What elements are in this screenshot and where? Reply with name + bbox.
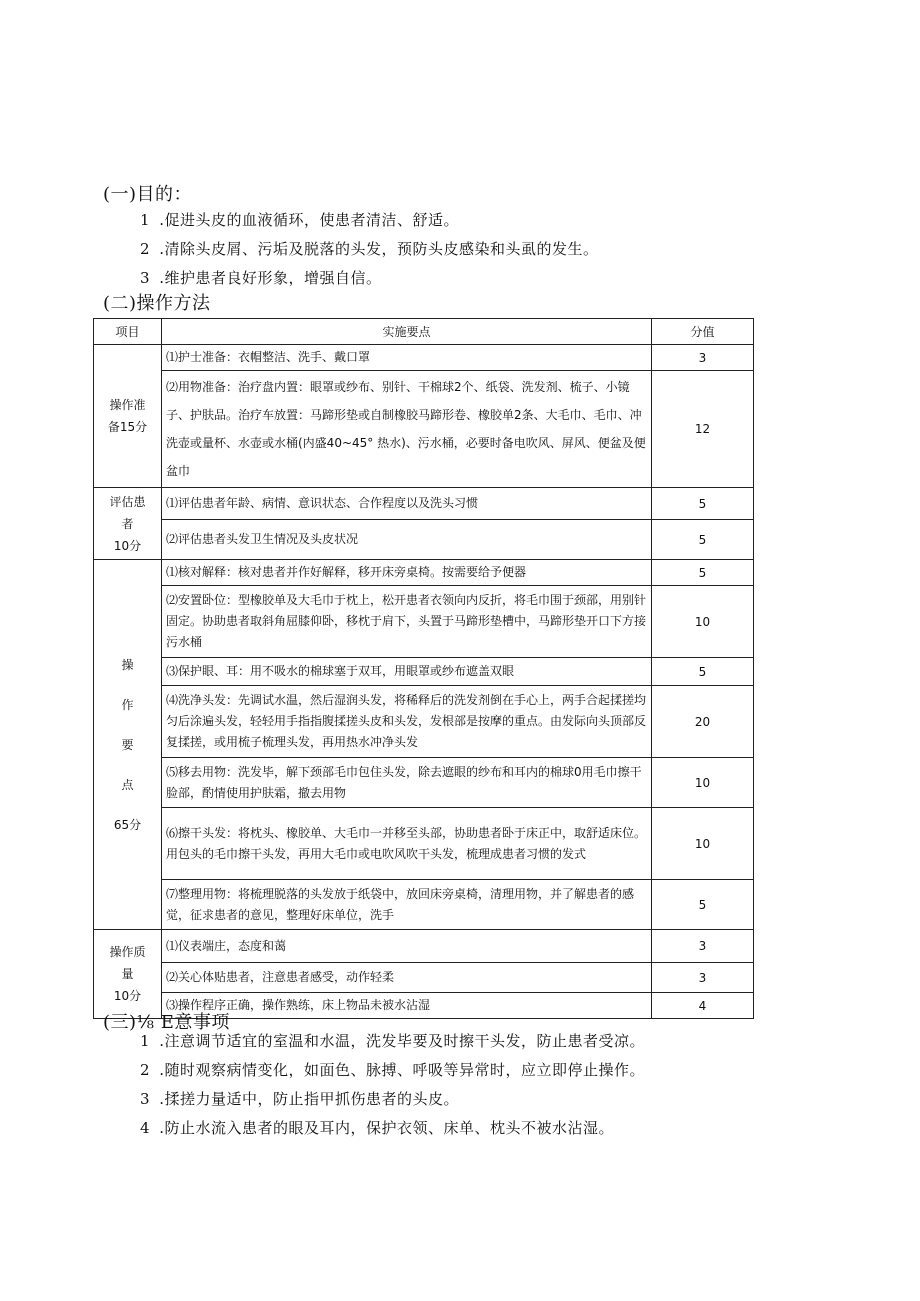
row-score: 3: [652, 345, 754, 371]
table-row: [94, 488, 754, 520]
row-score: 3: [652, 930, 754, 963]
row-score: 10: [652, 808, 754, 880]
row-text: ⑶操作程序正确，操作熟练，床上物品未被水沾湿: [162, 993, 652, 1019]
table-row: [94, 808, 754, 880]
list-item: 2 .清除头皮屑、污垢及脱落的头发，预防头皮感染和头虱的发生。: [140, 240, 599, 258]
table-row: [94, 586, 754, 658]
list-item: 3 .揉搓力量适中，防止指甲抓伤患者的头皮。: [140, 1090, 460, 1108]
scoring-table: [93, 318, 754, 1019]
row-text: ⑴护士准备：衣帽整洁、洗手、戴口罩: [162, 345, 652, 371]
list-item: 4 .防止水流入患者的眼及耳内，保护衣领、床单、枕头不被水沾湿。: [140, 1119, 615, 1137]
row-score: 5: [652, 560, 754, 586]
header-points: 实施要点: [162, 319, 652, 345]
table-row: [94, 686, 754, 758]
table-header-row: [94, 319, 754, 345]
method-heading: (二)操作方法: [103, 293, 211, 314]
row-text: ⑸移去用物：洗发毕，解下颈部毛巾包住头发，除去遮眼的纱布和耳内的棉球0用毛巾擦干脸部，酌情使用护肤霜，撤去用物: [162, 758, 652, 808]
table-row: [94, 371, 754, 488]
table-row: [94, 930, 754, 963]
group-label: 操作质 量 10分: [94, 930, 162, 1019]
list-item: 1 .促进头皮的血液循环，使患者清洁、舒适。: [140, 211, 460, 229]
row-text: ⑵安置卧位：型橡胶单及大毛巾于枕上，松开患者衣领向内反折，将毛巾围于颈部，用别针固定。协助患者取斜角屈膝仰卧，移枕于肩下，头置于马蹄形垫槽中，马蹄形垫开口下方接污水桶: [162, 586, 652, 658]
row-text: ⑷洗净头发：先调试水温，然后湿润头发，将稀释后的洗发剂倒在手心上，两手合起揉搓均匀后涂遍头发，轻轻用手指指腹揉搓头皮和头发，发根部是按摩的重点。由发际向头顶部反复揉搓，或用梳子梳理头发，再用热水冲净头发: [162, 686, 652, 758]
row-score: 3: [652, 963, 754, 993]
row-text: ⑺整理用物：将梳理脱落的头发放于纸袋中，放回床旁桌椅，清理用物，并了解患者的感觉，征求患者的意见，整理好床单位，洗手: [162, 880, 652, 930]
group-label: 评估患 者 10分: [94, 488, 162, 560]
table-row: [94, 345, 754, 371]
group-label: 操 作 要 点 65分: [94, 560, 162, 930]
notes-heading: (三)⅛ E意事项: [103, 1012, 230, 1033]
table-row: [94, 520, 754, 560]
list-item: 3 .维护患者良好形象，增强自信。: [140, 269, 382, 287]
row-score: 10: [652, 586, 754, 658]
row-score: 12: [652, 371, 754, 488]
table-row: [94, 658, 754, 686]
header-score: 分值: [652, 319, 754, 345]
row-text: ⑴评估患者年龄、病情、意识状态、合作程度以及洗头习惯: [162, 488, 652, 520]
purpose-list: [140, 206, 599, 293]
row-text: ⑵用物准备：治疗盘内置：眼罩或纱布、别针、干棉球2个、纸袋、洗发剂、梳子、小镜子、护肤品。治疗车放置：马蹄形垫或自制橡胶马蹄形卷、橡胶单2条、大毛巾、毛巾、冲洗壶或量杯、水壶或水桶(内盛40~45° 热水)、污水桶，必要时备电吹风、屏风、便盆及便盆巾: [162, 371, 652, 488]
group-label: 操作准 备15分: [94, 345, 162, 488]
list-item: 1 .注意调节适宜的室温和水温，洗发毕要及时擦干头发，防止患者受凉。: [140, 1032, 646, 1050]
row-text: ⑵评估患者头发卫生情况及头皮状况: [162, 520, 652, 560]
table-row: [94, 758, 754, 808]
row-text: ⑹擦干头发：将枕头、橡胶单、大毛巾一并移至头部，协助患者卧于床正中，取舒适床位。用包头的毛巾擦干头发，再用大毛巾或电吹风吹干头发，梳理成患者习惯的发式: [162, 808, 652, 880]
row-text: ⑴仪表端庄，态度和蔼: [162, 930, 652, 963]
row-score: 5: [652, 658, 754, 686]
list-item: 2 .随时观察病情变化，如面色、脉搏、呼吸等异常时，应立即停止操作。: [140, 1061, 646, 1079]
row-score: 5: [652, 488, 754, 520]
notes-list: [140, 1027, 645, 1143]
purpose-heading: (一)目的：: [103, 184, 193, 205]
row-score: 10: [652, 758, 754, 808]
row-text: ⑴核对解释：核对患者并作好解释，移开床旁桌椅。按需要给予便器: [162, 560, 652, 586]
table-row: [94, 963, 754, 993]
row-text: ⑵关心体贴患者，注意患者感受，动作轻柔: [162, 963, 652, 993]
row-score: 5: [652, 520, 754, 560]
table-row: [94, 880, 754, 930]
row-score: 20: [652, 686, 754, 758]
row-text: ⑶保护眼、耳：用不吸水的棉球塞于双耳，用眼罩或纱布遮盖双眼: [162, 658, 652, 686]
row-score: 4: [652, 993, 754, 1019]
row-score: 5: [652, 880, 754, 930]
header-item: 项目: [94, 319, 162, 345]
table-row: [94, 560, 754, 586]
